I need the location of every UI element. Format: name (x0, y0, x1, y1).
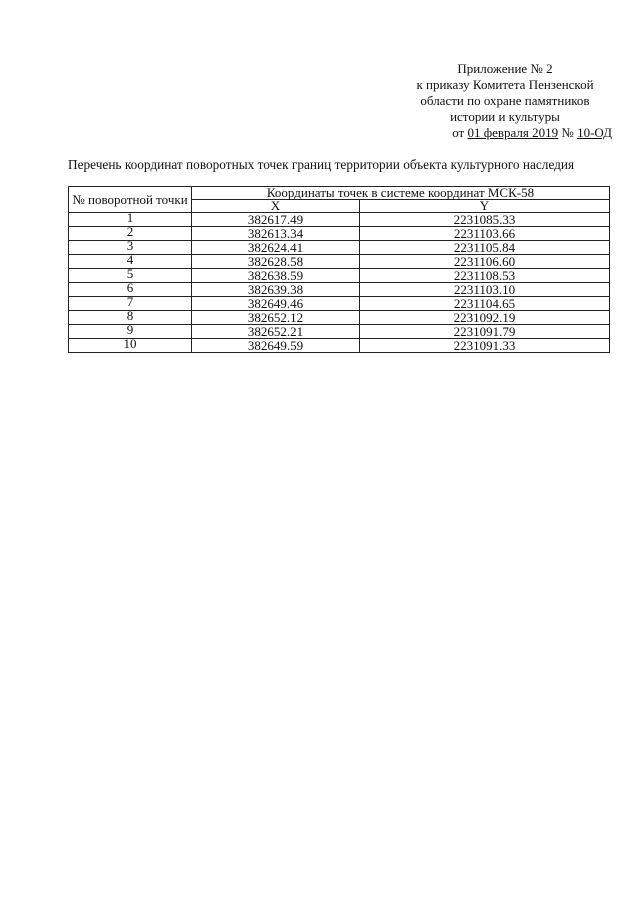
coordinates-table (68, 186, 610, 353)
x-coordinate-cell: 382649.59 (192, 339, 360, 353)
number-sign: № (561, 125, 574, 140)
header-point-number: № поворотной точки (69, 187, 192, 213)
y-coordinate-cell: 2231103.66 (360, 227, 610, 241)
table-row (69, 241, 610, 255)
table-row (69, 255, 610, 269)
point-number-cell: 3 (69, 241, 192, 255)
y-coordinate-cell: 2231104.65 (360, 297, 610, 311)
point-number-cell: 5 (69, 269, 192, 283)
point-number-cell: 4 (69, 255, 192, 269)
table-row (69, 297, 610, 311)
date-prefix: от (452, 125, 465, 140)
y-coordinate-cell: 2231105.84 (360, 241, 610, 255)
appendix-header (380, 61, 630, 141)
x-coordinate-cell: 382613.34 (192, 227, 360, 241)
table-header-row (69, 187, 610, 200)
x-coordinate-cell: 382652.21 (192, 325, 360, 339)
y-coordinate-cell: 2231091.33 (360, 339, 610, 353)
x-coordinate-cell: 382624.41 (192, 241, 360, 255)
point-number-cell: 8 (69, 311, 192, 325)
table-row (69, 325, 610, 339)
y-coordinate-cell: 2231106.60 (360, 255, 610, 269)
table-row (69, 269, 610, 283)
y-coordinate-cell: 2231103.10 (360, 283, 610, 297)
appendix-order-line: к приказу Комитета Пензенской (416, 77, 594, 92)
table-row (69, 283, 610, 297)
y-coordinate-cell: 2231092.19 (360, 311, 610, 325)
y-coordinate-cell: 2231085.33 (360, 213, 610, 227)
header-x: X (192, 200, 360, 213)
order-date: 01 февраля 2019 (467, 125, 559, 140)
point-number-cell: 7 (69, 297, 192, 311)
table-body (69, 210, 610, 353)
x-coordinate-cell: 382617.49 (192, 213, 360, 227)
x-coordinate-cell: 382638.59 (192, 269, 360, 283)
header-y: Y (360, 200, 610, 213)
appendix-history-line: истории и культуры (450, 109, 560, 124)
table-row (69, 311, 610, 325)
point-number-cell: 1 (69, 213, 192, 227)
table-row (69, 339, 610, 353)
point-number-cell: 9 (69, 325, 192, 339)
table-row (69, 213, 610, 227)
document-heading: Перечень координат поворотных точек границ территории объекта культурного наследия (68, 157, 575, 172)
header-coordinates-group: Координаты точек в системе координат МСК-58 (192, 187, 610, 200)
point-number-cell: 2 (69, 227, 192, 241)
appendix-region-line: области по охране памятников (420, 93, 590, 108)
x-coordinate-cell: 382628.58 (192, 255, 360, 269)
point-number-cell: 6 (69, 283, 192, 297)
appendix-date-line (380, 125, 630, 141)
point-number-cell: 10 (69, 339, 192, 353)
table-row (69, 227, 610, 241)
y-coordinate-cell: 2231108.53 (360, 269, 610, 283)
x-coordinate-cell: 382649.46 (192, 297, 360, 311)
x-coordinate-cell: 382639.38 (192, 283, 360, 297)
y-coordinate-cell: 2231091.79 (360, 325, 610, 339)
appendix-title: Приложение № 2 (457, 61, 553, 76)
order-number: 10-ОД (577, 125, 612, 140)
x-coordinate-cell: 382652.12 (192, 311, 360, 325)
